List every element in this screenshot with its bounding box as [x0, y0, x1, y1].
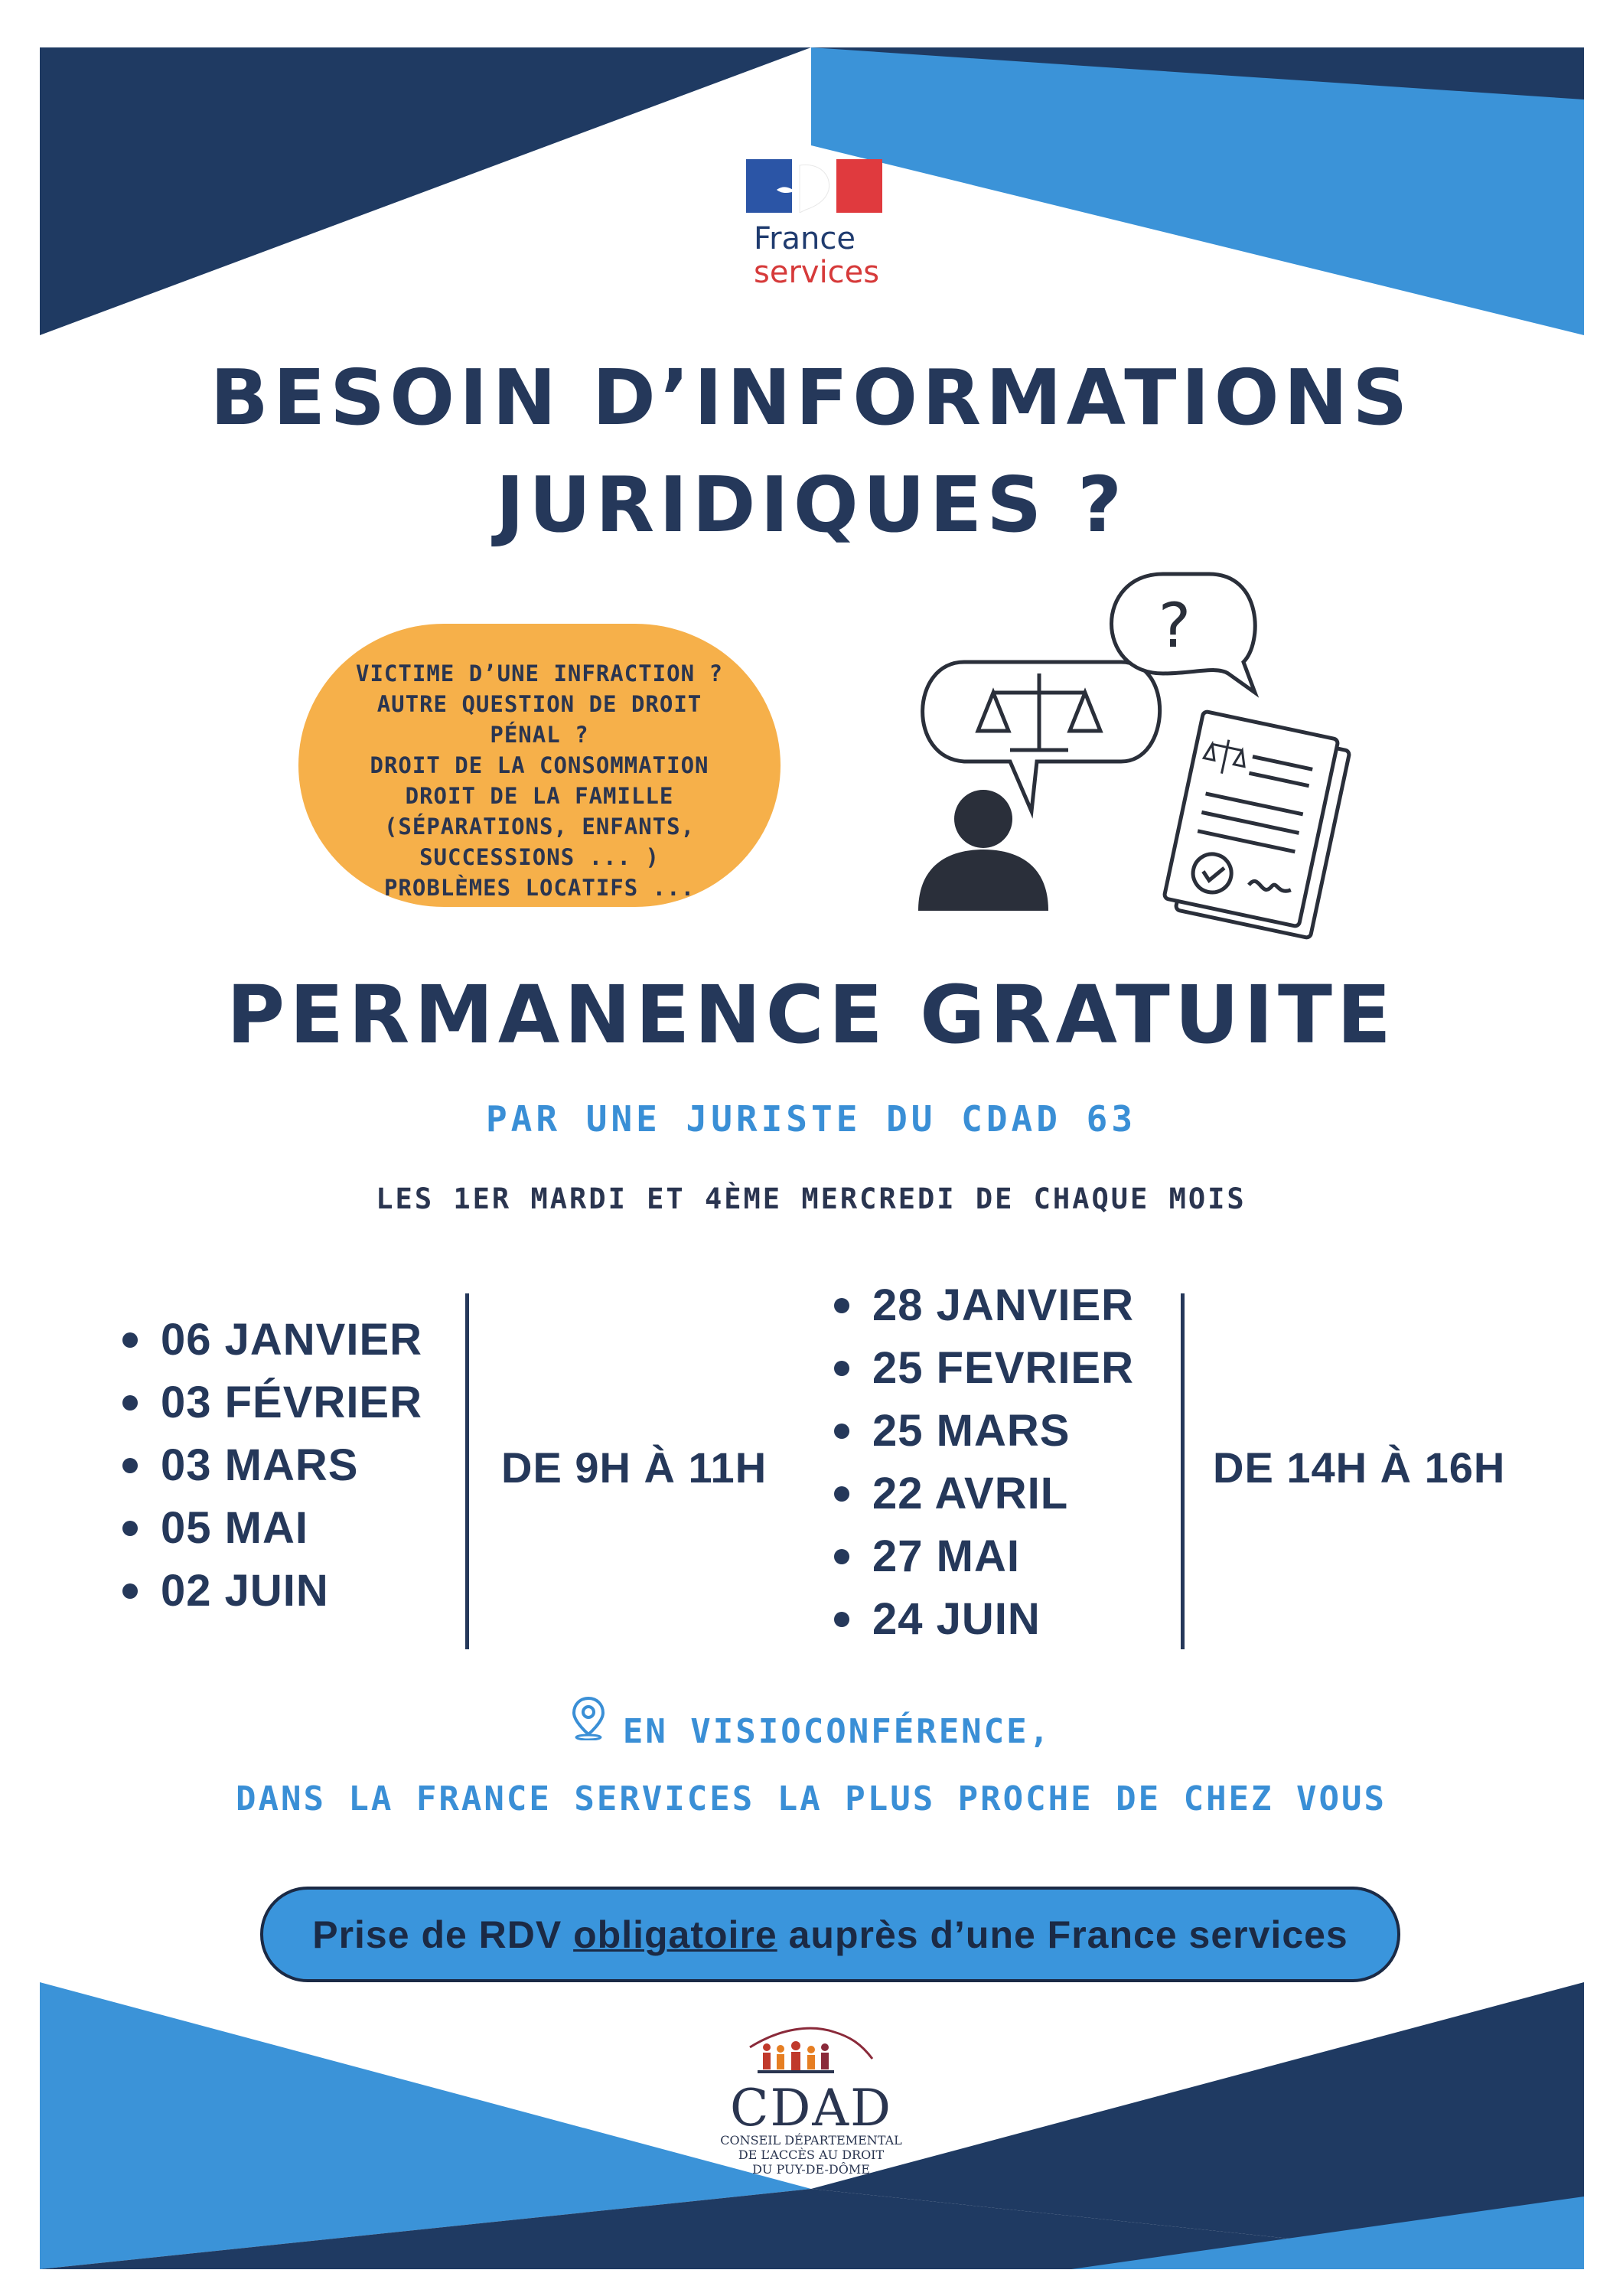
cdad-name-line: DU PUY-DE-DÔME [752, 2162, 870, 2177]
bullet-icon [834, 1486, 849, 1502]
date-label: 05 MAI [161, 1503, 308, 1553]
permanence-subtitle: PAR UNE JURISTE DU CDAD 63 [485, 1098, 1137, 1140]
date-label: 03 MARS [161, 1440, 359, 1490]
france-services-logo [746, 159, 899, 289]
topic-line: AUTRE QUESTION DE DROIT [376, 691, 702, 717]
date-item [834, 1525, 1134, 1588]
rdv-text-before: Prise de RDV [312, 1913, 574, 1956]
topic-line: DROIT DE LA CONSOMMATION [370, 752, 709, 778]
cdad-acronym: CDAD [730, 2079, 892, 2138]
topic-line: SUCCESSIONS ... ) [419, 844, 660, 870]
bullet-icon [834, 1361, 849, 1376]
headline-line-2: JURIDIQUES ? [495, 460, 1127, 550]
divider-left [465, 1293, 469, 1649]
date-item [122, 1560, 422, 1623]
headline-line-1: BESOIN D’INFORMATIONS [210, 353, 1413, 442]
topic-line: DROIT DE LA FAMILLE [405, 783, 674, 809]
location-block [122, 1699, 1500, 1831]
date-item [122, 1309, 422, 1371]
divider-right [1181, 1293, 1185, 1649]
date-item [122, 1371, 422, 1434]
cdad-full-name [719, 2133, 903, 2177]
scales-icon [978, 673, 1100, 750]
date-item [122, 1434, 422, 1497]
date-item [834, 1463, 1134, 1525]
date-label: 25 FEVRIER [872, 1343, 1134, 1393]
person-head-icon [954, 790, 1012, 848]
cdad-name-line: DE L’ACCÈS AU DROIT [738, 2148, 885, 2162]
morning-time: DE 9H À 11H [501, 1443, 768, 1492]
bullet-icon [834, 1549, 849, 1564]
person-body-icon [918, 850, 1048, 911]
bullet-icon [834, 1612, 849, 1627]
date-item [834, 1588, 1134, 1651]
afternoon-dates-list [834, 1274, 1134, 1651]
date-label: 28 JANVIER [872, 1280, 1135, 1330]
legal-consultation-illustration [903, 559, 1362, 957]
date-label: 24 JUIN [872, 1594, 1041, 1644]
bullet-icon [122, 1332, 138, 1348]
marianne-flag-icon [746, 159, 882, 213]
date-label: 25 MARS [872, 1406, 1071, 1456]
topic-line: PROBLÈMES LOCATIFS ... [383, 875, 696, 901]
date-item [834, 1400, 1134, 1463]
topic-line: VICTIME D’UNE INFRACTION ? [356, 660, 723, 687]
date-label: 03 FÉVRIER [161, 1378, 422, 1427]
date-label: 27 MAI [872, 1531, 1020, 1581]
location-line-1: EN VISIOCONFÉRENCE, [622, 1712, 1052, 1751]
brand-line-1: France [754, 221, 856, 256]
location-pin-icon [571, 1696, 606, 1762]
rdv-emphasis: obligatoire [573, 1913, 777, 1956]
location-line-2: DANS LA FRANCE SERVICES LA PLUS PROCHE DE CHEZ VOUS [235, 1779, 1387, 1818]
bullet-icon [122, 1395, 138, 1411]
permanence-title: PERMANENCE GRATUITE [227, 968, 1396, 1062]
bullet-icon [122, 1458, 138, 1473]
topic-line: PÉNAL ? [490, 722, 589, 748]
topics-list [314, 658, 765, 903]
morning-dates-list [122, 1309, 422, 1623]
date-item [122, 1497, 422, 1560]
date-item [834, 1337, 1134, 1400]
speech-bubble-shape [923, 662, 1160, 811]
rdv-text-after: auprès d’une France services [777, 1913, 1348, 1956]
cdad-logo [719, 2024, 903, 2177]
permanence-frequency: LES 1ER MARDI ET 4ÈME MERCREDI DE CHAQUE MOIS [376, 1182, 1247, 1215]
bullet-icon [122, 1583, 138, 1599]
appointment-banner [260, 1887, 1400, 1982]
topic-line: (SÉPARATIONS, ENFANTS, [383, 814, 696, 840]
cdad-people-icon [719, 2024, 903, 2078]
question-mark: ? [1158, 590, 1191, 661]
date-label: 22 AVRIL [872, 1469, 1069, 1518]
afternoon-time: DE 14H À 16H [1213, 1443, 1506, 1492]
date-label: 06 JANVIER [161, 1315, 423, 1365]
cdad-name-line: CONSEIL DÉPARTEMENTAL [720, 2133, 902, 2148]
brand-line-2: services [754, 255, 880, 290]
bullet-icon [834, 1424, 849, 1439]
topics-bubble [298, 624, 781, 907]
bullet-icon [122, 1521, 138, 1536]
date-item [834, 1274, 1134, 1337]
bullet-icon [834, 1298, 849, 1313]
date-label: 02 JUIN [161, 1566, 329, 1616]
